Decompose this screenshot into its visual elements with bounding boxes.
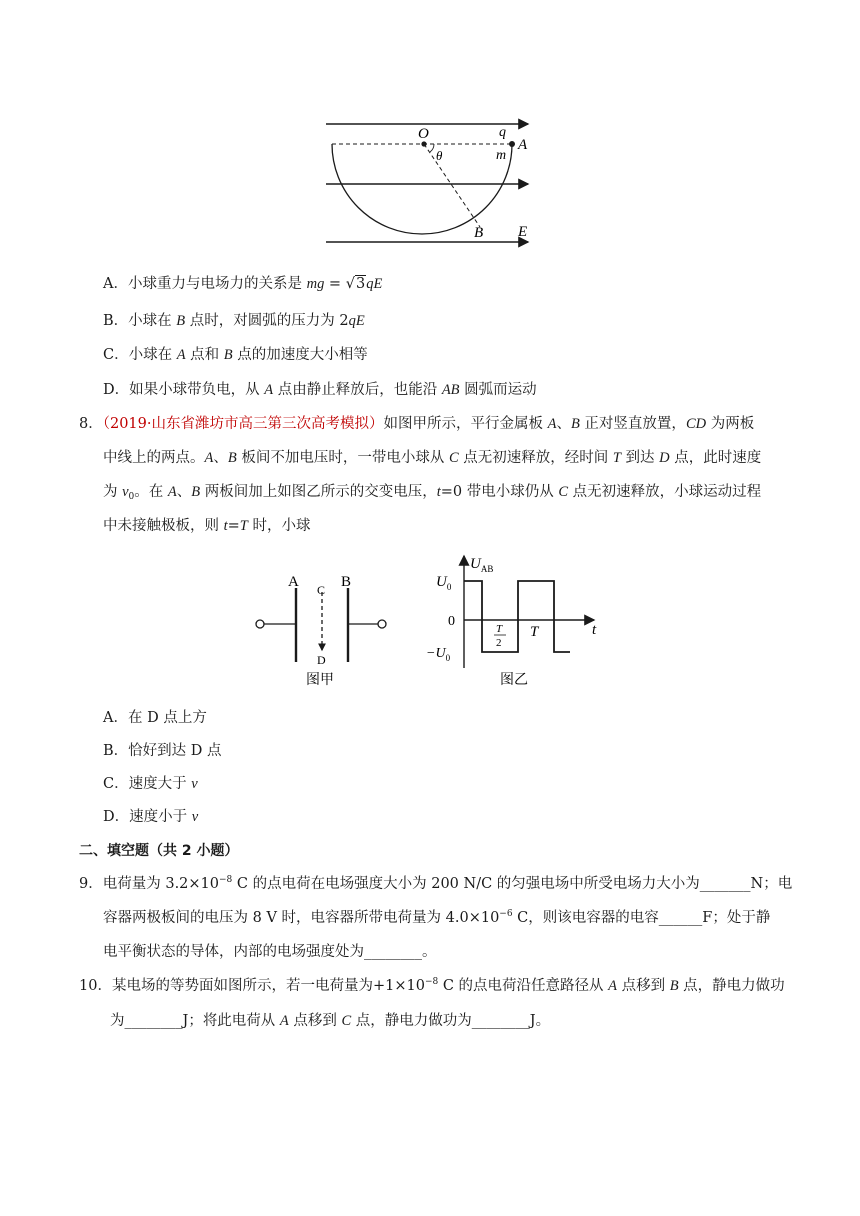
stem-text: 电荷量为 3.2×10 bbox=[102, 876, 220, 892]
radius-OB-dashed bbox=[424, 144, 480, 227]
option-text: 圆弧而运动 bbox=[459, 382, 537, 398]
option-text: 点时，对圆弧的压力为 2 bbox=[185, 313, 349, 329]
label-T: T bbox=[530, 624, 539, 640]
superscript: −8 bbox=[219, 875, 233, 885]
stem-text: 点移到 bbox=[617, 978, 670, 994]
stem-text: 板间不加电压时，一带电小球从 bbox=[236, 450, 449, 466]
math-var: B bbox=[669, 978, 679, 994]
q10-line-2 bbox=[110, 1011, 550, 1031]
caption-yi: 图乙 bbox=[500, 673, 528, 688]
label-A: A bbox=[518, 137, 528, 153]
math-var: t bbox=[223, 518, 228, 534]
q8-line-2 bbox=[103, 448, 761, 468]
math-var: A bbox=[264, 382, 274, 398]
label-zero: 0 bbox=[448, 614, 455, 629]
label-T-half-num: T bbox=[496, 623, 503, 635]
stem-text: 如图甲所示，平行金属板 bbox=[383, 416, 548, 432]
stem-text: 为两板 bbox=[706, 416, 755, 432]
superscript: −6 bbox=[499, 909, 513, 919]
caption-jia: 图甲 bbox=[306, 673, 334, 688]
math-var: B bbox=[227, 450, 237, 466]
label-E: E bbox=[518, 224, 528, 240]
stem-text: 、 bbox=[556, 416, 571, 432]
label-m: m bbox=[496, 148, 507, 163]
question-number: 8． bbox=[79, 416, 103, 432]
math-var: T bbox=[612, 450, 621, 466]
subscript: 0 bbox=[128, 492, 135, 502]
q9-line-3 bbox=[103, 942, 437, 962]
q8-option-B bbox=[103, 741, 222, 761]
stem-text: C，则该电容器的电容______F；处于静 bbox=[512, 910, 771, 926]
stem-text: C 的点电荷在电场强度大小为 200 N/C 的匀强电场中所受电场力大小为_______N；电 bbox=[232, 876, 793, 892]
question-number: 9． bbox=[79, 876, 103, 892]
q8-line-1 bbox=[79, 414, 754, 434]
q8-option-D bbox=[103, 807, 198, 827]
stem-text: 电平衡状态的导体，内部的电场强度处为________。 bbox=[103, 944, 437, 960]
math-var: AB bbox=[441, 382, 460, 398]
ball-point-A bbox=[509, 141, 515, 147]
center-point-O bbox=[421, 141, 426, 146]
sqrt-value: 3 bbox=[355, 276, 366, 292]
option-text: B．恰好到达 D 点 bbox=[103, 743, 222, 759]
semicircle-arc bbox=[332, 144, 512, 234]
stem-text: 中线上的两点。 bbox=[103, 450, 205, 466]
math-var: B bbox=[191, 484, 201, 500]
q8-option-A bbox=[103, 708, 207, 728]
stem-text: 中未接触极板，则 bbox=[103, 518, 224, 534]
math-var: B bbox=[176, 313, 186, 329]
stem-text: =0 带电小球仍从 bbox=[440, 484, 559, 500]
label-A: A bbox=[288, 574, 299, 590]
stem-text: 时，小球 bbox=[247, 518, 311, 534]
label-U0: $U_0$ bbox=[436, 574, 452, 592]
math-var: C bbox=[558, 484, 569, 500]
stem-text: 点无初速释放，经时间 bbox=[458, 450, 613, 466]
option-text: A．小球重力与电场力的关系是 bbox=[103, 276, 307, 292]
stem-text: 到达 bbox=[620, 450, 660, 466]
section-title: 二、填空题（共 2 小题） bbox=[79, 843, 239, 859]
math-var: CD bbox=[685, 416, 707, 432]
q8-line-4 bbox=[103, 516, 310, 536]
terminal-left bbox=[256, 620, 264, 628]
math-var: qE bbox=[366, 276, 383, 292]
stem-text: 某电场的等势面如图所示，若一电荷量为+1×10 bbox=[111, 978, 425, 994]
label-theta: θ bbox=[436, 148, 443, 163]
terminal-right bbox=[378, 620, 386, 628]
q9-line-1 bbox=[79, 874, 792, 894]
figure-yi-voltage bbox=[418, 550, 608, 696]
stem-text: 、 bbox=[176, 484, 192, 500]
math-var: C bbox=[448, 450, 459, 466]
math-var: t bbox=[436, 484, 441, 500]
label-T-half-den: 2 bbox=[496, 637, 502, 649]
math-var: T bbox=[239, 518, 248, 534]
figure-semicircle-field bbox=[320, 112, 540, 250]
label-B: B bbox=[341, 574, 352, 590]
q9-line-2 bbox=[103, 908, 770, 928]
math-var: v bbox=[191, 776, 198, 792]
math-var: A bbox=[204, 450, 214, 466]
stem-text: 。在 bbox=[134, 484, 168, 500]
math-var: A bbox=[547, 416, 557, 432]
option-text: 点和 bbox=[185, 347, 224, 363]
q7-option-C bbox=[103, 345, 368, 365]
option-text: D．速度小于 bbox=[103, 809, 192, 825]
option-text: 点由静止释放后，也能沿 bbox=[273, 382, 442, 398]
math-var: B bbox=[570, 416, 580, 432]
math-var: A bbox=[176, 347, 186, 363]
option-text: A．在 D 点上方 bbox=[103, 710, 207, 726]
math-var: mg bbox=[306, 276, 325, 292]
stem-text: 点，此时速度 bbox=[669, 450, 762, 466]
q7-option-A bbox=[103, 274, 382, 294]
superscript: −8 bbox=[424, 977, 439, 987]
math-op: = bbox=[324, 276, 346, 292]
option-text: 点的加速度大小相等 bbox=[232, 347, 368, 363]
stem-text: 点，静电力做功为________J。 bbox=[351, 1013, 551, 1029]
math-var: A bbox=[279, 1013, 289, 1029]
theta-arc bbox=[430, 144, 434, 152]
option-text: C．小球在 bbox=[103, 347, 177, 363]
math-var: v bbox=[191, 809, 199, 825]
q7-option-D bbox=[103, 380, 537, 400]
stem-text: 点移到 bbox=[288, 1013, 342, 1029]
stem-text: 点，静电力做功 bbox=[678, 978, 785, 994]
math-var: C bbox=[341, 1013, 352, 1029]
q7-option-B bbox=[103, 311, 365, 331]
figure-jia-plates bbox=[250, 566, 400, 696]
label-q: q bbox=[499, 125, 506, 140]
q8-line-3 bbox=[103, 482, 761, 502]
stem-text: 为 bbox=[103, 484, 123, 500]
q8-option-C bbox=[103, 774, 198, 794]
label-neg-U0: $-U_0$ bbox=[426, 646, 451, 663]
option-text: B．小球在 bbox=[103, 313, 177, 329]
stem-text: 点无初速释放，小球运动过程 bbox=[568, 484, 762, 500]
q10-line-1 bbox=[79, 976, 785, 996]
question-source: （2019·山东省潍坊市高三第三次高考模拟） bbox=[102, 416, 384, 432]
sqrt-sign: √ bbox=[345, 276, 355, 292]
label-C: C bbox=[317, 583, 326, 597]
stem-text: 两板间加上如图乙所示的交变电压， bbox=[200, 484, 437, 500]
stem-text: 、 bbox=[213, 450, 228, 466]
option-text: C．速度大于 bbox=[103, 776, 192, 792]
option-text: D．如果小球带负电，从 bbox=[103, 382, 265, 398]
math-var: A bbox=[608, 978, 617, 994]
label-O: O bbox=[418, 126, 429, 142]
stem-text: 为________J；将此电荷从 bbox=[110, 1013, 280, 1029]
math-var: D bbox=[659, 450, 670, 466]
math-var: A bbox=[167, 484, 177, 500]
stem-text: 正对竖直放置， bbox=[579, 416, 686, 432]
label-t: t bbox=[592, 622, 597, 638]
math-var: B bbox=[223, 347, 233, 363]
stem-text: 容器两极板间的电压为 8 V 时，电容器所带电荷量为 4.0×10 bbox=[103, 910, 500, 926]
stem-text: = bbox=[227, 518, 240, 534]
label-D: D bbox=[317, 653, 326, 667]
math-var: qE bbox=[348, 313, 365, 329]
stem-text: C 的点电荷沿任意路径从 bbox=[438, 978, 609, 994]
label-B: B bbox=[474, 225, 484, 241]
question-number: 10． bbox=[79, 978, 112, 994]
label-U-AB: $U_{AB}$ bbox=[470, 556, 494, 574]
math-var: v bbox=[122, 484, 129, 500]
